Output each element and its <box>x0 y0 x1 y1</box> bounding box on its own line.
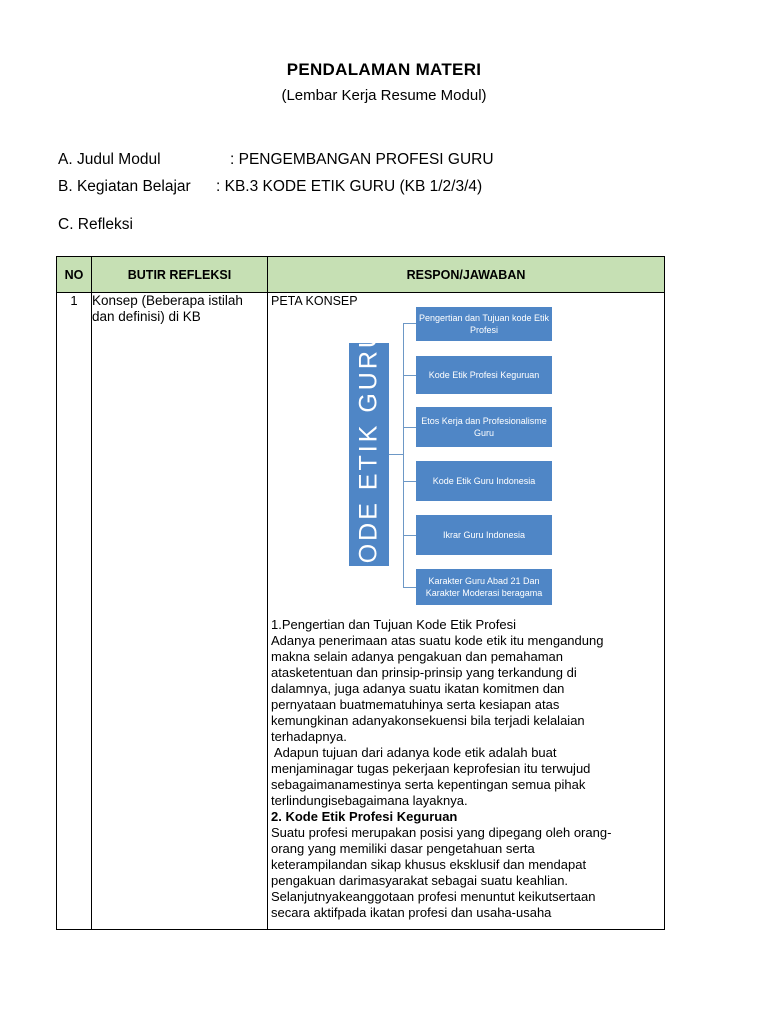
kegiatan-belajar-value: : KB.3 KODE ETIK GURU (KB 1/2/3/4) <box>216 178 483 195</box>
row-respon <box>268 293 665 930</box>
text-line: kemungkinan adanyakonsekuensi bila terjadi kelalaian <box>271 713 585 728</box>
connector-main <box>389 454 403 455</box>
table-row <box>57 293 665 930</box>
table-header-row <box>57 257 665 293</box>
text-line: keterampilandan sikap khusus eksklusif dan mendapat <box>271 857 587 872</box>
text-line: dalamnya, juga adanya suatu ikatan komitmen dan <box>271 681 565 696</box>
text-line: Suatu profesi merupakan posisi yang dipegang oleh orang- <box>271 825 612 840</box>
judul-modul-line <box>58 151 494 169</box>
text-line: Adapun tujuan dari adanya kode etik adalah buat <box>271 745 557 760</box>
text-line: terhadapnya. <box>271 729 347 744</box>
concept-box-3: Etos Kerja dan Profesionalisme Guru <box>416 407 552 447</box>
judul-modul-value: : PENGEMBANGAN PROFESI GURU <box>230 151 494 168</box>
refleksi-heading <box>58 216 133 234</box>
section-heading: 2. Kode Etik Profesi Keguruan <box>271 809 458 824</box>
concept-box-1: Pengertian dan Tujuan kode Etik Profesi <box>416 307 552 341</box>
connector-branch-4 <box>403 481 416 482</box>
concept-box-4: Kode Etik Guru Indonesia <box>416 461 552 501</box>
concept-box-5: Ikrar Guru Indonesia <box>416 515 552 555</box>
text-line: orang yang memiliki dasar pengetahuan serta <box>271 841 535 856</box>
row-no: 1 <box>57 293 92 930</box>
judul-modul-label: A. Judul Modul <box>58 151 161 168</box>
text-line: Selanjutnyakeanggotaan profesi menuntut keikutsertaan <box>271 889 596 904</box>
concept-map-center <box>349 326 389 583</box>
text-line: terlindungisebagaimana layaknya. <box>271 793 468 808</box>
connector-branch-5 <box>403 535 416 536</box>
text-line: pengakuan darimasyarakat sebagai suatu keahlian. <box>271 873 569 888</box>
text-line: menjaminagar tugas pekerjaan keprofesian itu terwujud <box>271 761 591 776</box>
page-subtitle: (Lembar Kerja Resume Modul) <box>281 87 487 104</box>
connector-branch-3 <box>403 427 416 428</box>
text-line: makna selain adanya pengakuan dan pemahaman <box>271 649 563 664</box>
connector-trunk <box>403 323 404 587</box>
kegiatan-belajar-label: B. Kegiatan Belajar <box>58 178 191 195</box>
kegiatan-belajar-line <box>58 178 483 196</box>
header-no: NO <box>57 257 92 293</box>
connector-branch-6 <box>403 587 416 588</box>
text-line: pernyataan buatmematuhinya serta kesiapan atas <box>271 697 560 712</box>
connector-branch-1 <box>403 323 416 324</box>
text-line: 1.Pengertian dan Tujuan Kode Etik Profesi <box>271 617 516 632</box>
header-butir-refleksi: BUTIR REFLEKSI <box>92 257 268 293</box>
peta-konsep-label: PETA KONSEP <box>271 294 358 308</box>
concept-box-6: Karakter Guru Abad 21 Dan Karakter Moderasi beragama <box>416 569 552 605</box>
refleksi-table <box>56 256 665 930</box>
row-butir: Konsep (Beberapa istilah dan definisi) di KB <box>92 293 268 930</box>
text-line: secara aktifpada ikatan profesi dan usaha-usaha <box>271 905 552 920</box>
concept-box-2: Kode Etik Profesi Keguruan <box>416 356 552 394</box>
response-text <box>271 617 637 921</box>
concept-map-center-label: KODE ETIK GURU <box>354 326 383 583</box>
page-title: PENDALAMAN MATERI <box>286 60 482 79</box>
text-line: atasketentuan dan prinsip-prinsip yang terkandung di <box>271 665 577 680</box>
connector-branch-2 <box>403 375 416 376</box>
text-line: Adanya penerimaan atas suatu kode etik itu mengandung <box>271 633 604 648</box>
text-line: sebagaimanamestinya serta kepentingan semua pihak <box>271 777 586 792</box>
header-respon-jawaban: RESPON/JAWABAN <box>268 257 665 293</box>
refleksi-label: C. Refleksi <box>58 216 133 233</box>
